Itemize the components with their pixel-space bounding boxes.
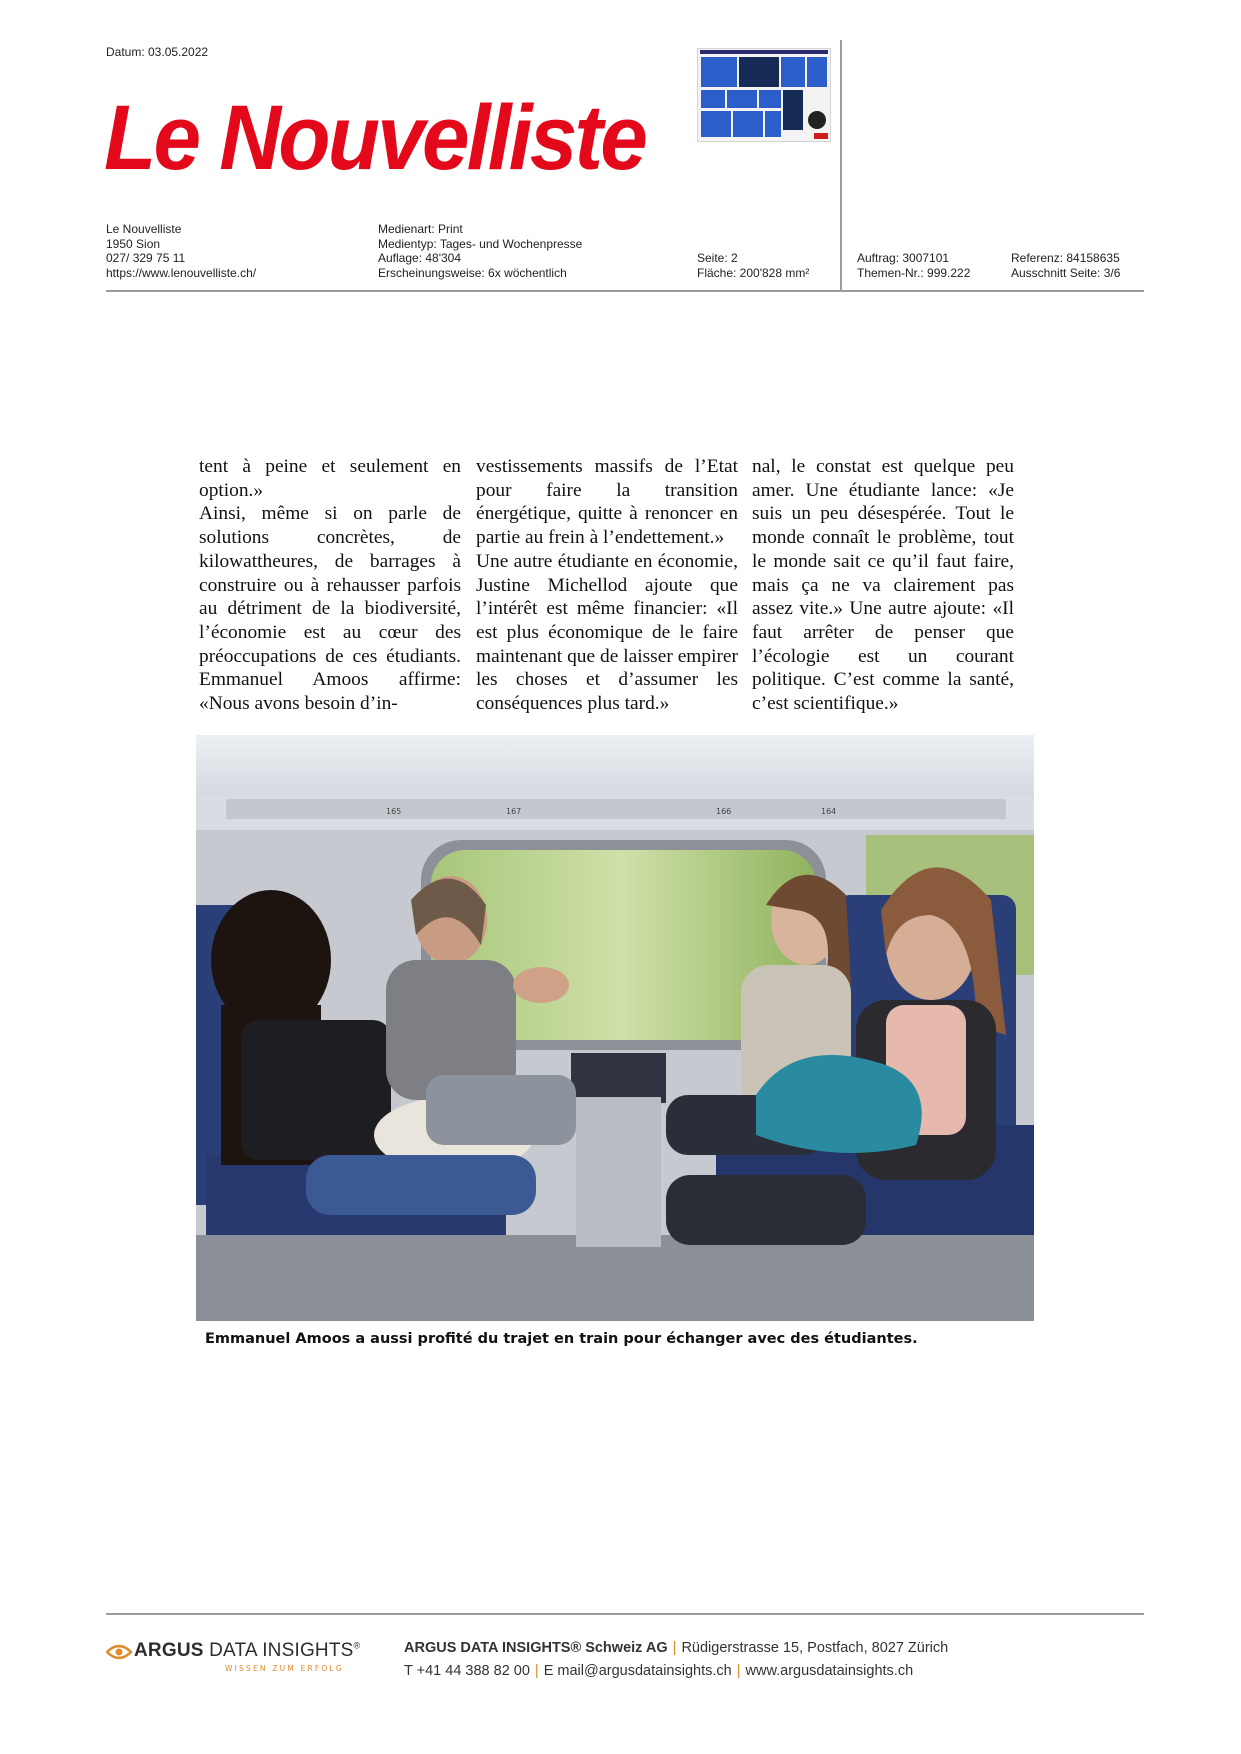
page-block bbox=[697, 251, 809, 280]
footer-website[interactable]: www.argusdatainsights.ch bbox=[745, 1663, 914, 1679]
source-block bbox=[106, 222, 256, 280]
article-column-2 bbox=[476, 455, 738, 716]
article-column-3 bbox=[752, 455, 1014, 716]
article-column-1 bbox=[199, 455, 461, 716]
article-paragraph: tent à peine et seulement en option.» bbox=[199, 456, 461, 501]
argus-brand bbox=[134, 1640, 360, 1662]
header-divider-vertical bbox=[840, 40, 842, 290]
argus-brand-bold: ARGUS bbox=[134, 1640, 204, 1661]
article-paragraph: vestissements massifs de l’Etat pour faire la transition énergétique, quitte à renoncer en partie au frein à l’endettement.» bbox=[476, 456, 738, 549]
order-block bbox=[857, 251, 970, 280]
page-thumbnail bbox=[697, 48, 831, 142]
train-scene-illustration bbox=[196, 735, 1034, 1321]
footer-separator: | bbox=[672, 1640, 677, 1656]
header-divider-horizontal bbox=[106, 290, 1144, 292]
discount-badge bbox=[808, 111, 826, 129]
reference-block bbox=[1011, 251, 1120, 280]
media-block bbox=[378, 222, 582, 280]
argus-tagline: WISSEN ZUM ERFOLG bbox=[225, 1664, 344, 1673]
footer-line-1 bbox=[404, 1640, 948, 1656]
source-name: Le Nouvelliste bbox=[106, 222, 182, 236]
seite: Seite: 2 bbox=[697, 251, 738, 265]
auftrag: Auftrag: 3007101 bbox=[857, 251, 950, 265]
medientyp: Medientyp: Tages- und Wochenpresse bbox=[378, 236, 583, 251]
ausschnitt-seite: Ausschnitt Seite: 3/6 bbox=[1011, 265, 1121, 280]
source-city: 1950 Sion bbox=[106, 236, 161, 251]
seat-number-166: 166 bbox=[716, 807, 732, 816]
footer-email[interactable]: E mail@argusdatainsights.ch bbox=[543, 1663, 732, 1679]
erscheinungsweise: Erscheinungsweise: 6x wöchentlich bbox=[378, 265, 567, 280]
seat-number-167: 167 bbox=[506, 807, 522, 816]
footer-separator: | bbox=[736, 1663, 741, 1679]
article-paragraph: Une autre étudiante en économie, Justine Michellod ajoute que l’intérêt est même financier: «Il est plus économique de le faire maintenant que de laisser empirer les choses et d’assumer les conséquences plus tard.» bbox=[476, 550, 738, 715]
footer-separator: | bbox=[534, 1663, 539, 1679]
referenz: Referenz: 84158635 bbox=[1011, 251, 1120, 265]
article-photo-train bbox=[196, 735, 1034, 1321]
footer-company: ARGUS DATA INSIGHTS® Schweiz AG bbox=[404, 1640, 668, 1656]
footer-divider bbox=[106, 1613, 1144, 1615]
article-paragraph: nal, le constat est quelque peu amer. Une étudiante lance: «Je suis un peu désespérée. Tout le monde connaît le problème, tout le monde sait ce qu’il faut faire, mais ça ne va clairement pas assez vite.» Une autre ajoute: «Il faut arrêter de penser que l’écologie est un courant politique. C’est comme la santé, c’est scientifique.» bbox=[752, 456, 1014, 715]
source-url: https://www.lenouvelliste.ch/ bbox=[106, 265, 257, 280]
seat-number-164: 164 bbox=[821, 807, 837, 816]
article-paragraph: Ainsi, même si on parle de solutions concrètes, de kilowattheures, de barrages à construire ou à rehausser parfois au détriment de la biodiversité, l’économie est au cœur des préoccupations de ces étudiants. Emmanuel Amoos affirme: «Nous avons besoin d’in- bbox=[199, 503, 461, 715]
argus-brand-thin: DATA INSIGHTS bbox=[209, 1640, 354, 1661]
themen-nr: Themen-Nr.: 999.222 bbox=[857, 265, 971, 280]
seat-number-165: 165 bbox=[386, 807, 402, 816]
footer-address: Rüdigerstrasse 15, Postfach, 8027 Zürich bbox=[681, 1640, 949, 1656]
newspaper-logo: Le Nouvelliste bbox=[104, 87, 646, 189]
footer-line-2 bbox=[404, 1663, 913, 1679]
footer-phone: T +41 44 388 82 00 bbox=[404, 1663, 530, 1679]
medienart: Medienart: Print bbox=[378, 222, 463, 236]
argus-eye-icon bbox=[106, 1642, 132, 1662]
photo-caption: Emmanuel Amoos a aussi profité du trajet en train pour échanger avec des étudiantes. bbox=[205, 1331, 918, 1347]
source-phone: 027/ 329 75 11 bbox=[106, 251, 186, 265]
auflage: Auflage: 48'304 bbox=[378, 251, 462, 265]
registered-mark: ® bbox=[353, 1640, 361, 1651]
flaeche: Fläche: 200'828 mm² bbox=[697, 265, 810, 280]
clip-date: Datum: 03.05.2022 bbox=[106, 45, 209, 59]
thumbnail-headline bbox=[700, 50, 828, 54]
